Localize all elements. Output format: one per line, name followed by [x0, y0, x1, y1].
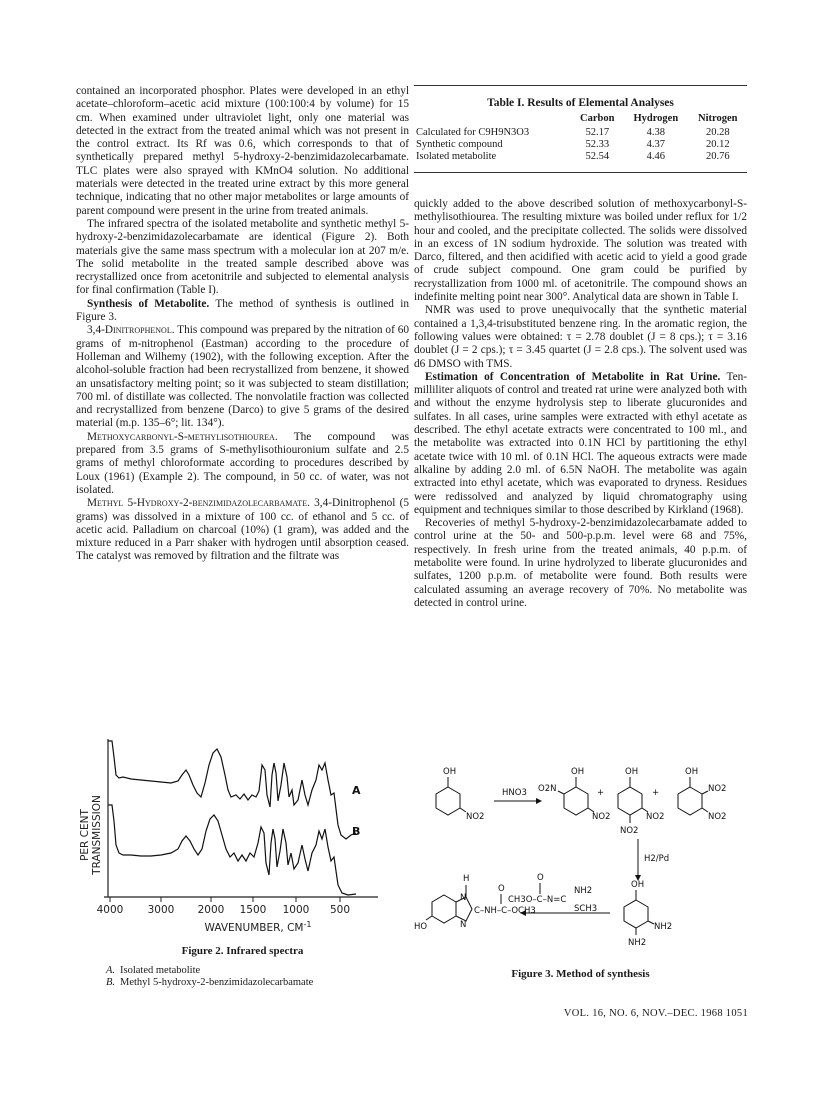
left-paragraph-5: [76, 431, 409, 497]
table-cell: 4.38: [646, 127, 665, 138]
nh2-label: NH2: [574, 886, 593, 896]
nh2-label: NH2: [654, 922, 673, 932]
oh-label: OH: [631, 880, 645, 890]
oh-label: OH: [685, 767, 699, 777]
nh-h-label: H: [463, 874, 470, 884]
figure-2-caption: Figure 2. Infrared spectra: [181, 945, 304, 957]
table-header-cell: Carbon: [580, 113, 615, 124]
table-cell: 20.28: [705, 127, 730, 138]
table-row: [414, 127, 747, 139]
no2-label: NO2: [592, 812, 611, 822]
table-header-row: [414, 113, 747, 127]
x-tick-label: 3000: [147, 904, 175, 916]
table-cell: 20.76: [705, 151, 730, 162]
nh2-label: NH2: [628, 938, 647, 948]
right-paragraph-3: [414, 371, 747, 517]
legend-item-b: [106, 977, 409, 989]
isothiourea-heading: Methoxycarbonyl-S-methylisothiourea.: [87, 430, 278, 443]
estimation-body: Ten-milliliter aliquots of control and treated rat urine were analyzed both with and without the enzyme hydrolysis step to liberate glucuronides and sulfates. In all cases, urine samples were extracted with ethyl acetate as described. The ethyl acetate extracts were concentrated to 100 ml., and the metabolite was extracted into 0.1N HCl by partitioning the ethyl acetate twice with 10 ml. of 0.1N HCl. The aqueous extracts were made alkaline by adding 2.0 ml. of 6.5N NaOH. The metabolite was again extracted into ethyl acetate, which was evaporated to dryness. Residues were redissolved and analyzed by liquid chromatography using equipment and techniques similar to those described by Kirkland (1968).: [414, 370, 747, 516]
table-cell: Calculated for C9H9N3O3: [416, 127, 530, 138]
left-paragraph-1: contained an incorporated phosphor. Plates were developed in an ethyl acetate–chloroform–acetic acid mixture (100:100:4 by volume) for 15 cm. When examined under ultraviolet light, only one material was detected in the extract from the treated animal which was not present in the control extract. Its Rf was 0.6, which corresponds to that of synthetically prepared methyl 5-hydroxy-2-benzimidazolecarbamate. TLC plates were also sprayed with KMnO4 solution. No additional materials were detected in the treated urine extract by this more general technique, indicating that no other major metabolites or large amounts of parent compound were present in the urine from treated animals.: [76, 85, 409, 217]
figure-2: [76, 735, 409, 989]
left-paragraph-3: [76, 298, 409, 325]
no2-label: NO2: [646, 812, 665, 822]
ho-label: HO: [414, 922, 428, 932]
table-cell: 4.46: [646, 151, 665, 162]
curve-a-label: A: [352, 784, 361, 797]
table-header-cell: Hydrogen: [633, 113, 679, 124]
n-label: N: [460, 893, 467, 903]
hno3-label: HNO3: [502, 788, 527, 798]
table-cell: Isolated metabolite: [416, 151, 497, 162]
table-cell: 52.17: [585, 127, 610, 138]
dinitrophenol-body: This compound was prepared by the nitration of 60 grams of m-nitrophenol (Eastman) according to the procedure of Holleman and Wilhemy (1902), with the following exception. After the alcohol-soluble fraction had been recrystallized from benzene, it showed an unsatisfactory melting point; so it was subjected to steam distillation; 700 ml. of distillate was collected. The nonvolatile fraction was collected and recrystallized from benzene (Darco) to give 5 grams of the desired material (m.p. 135–6°; lit. 134°).: [76, 324, 409, 430]
page-footer: VOL. 16, NO. 6, NOV.–DEC. 1968 1051: [563, 1008, 748, 1019]
oh-label: OH: [443, 767, 457, 777]
synthesis-scheme: [414, 735, 747, 960]
table-cell: 52.33: [585, 139, 610, 150]
legend-key: A.: [106, 965, 116, 976]
no2-label: NO2: [466, 812, 485, 822]
spectrum-curve-a: [108, 741, 356, 839]
table-header-cell: [414, 113, 571, 127]
nitration-arrowhead: [536, 798, 542, 804]
carbamate-heading: Methyl 5-Hydroxy-2-benzimidazolecarbamate.: [87, 497, 310, 510]
plus-sign: +: [597, 788, 605, 798]
plus-sign: +: [652, 788, 660, 798]
o2n-label: O2N: [538, 784, 557, 794]
table-cell: 4.37: [646, 139, 665, 150]
legend-text: Methyl 5-hydroxy-2-benzimidazolecarbamate: [120, 977, 314, 988]
table-row: [414, 151, 747, 163]
synthesis-body: The method of synthesis is outlined in Figure 3.: [76, 297, 409, 324]
carbamate-body: 3,4-Dinitrophenol (5 grams) was dissolved in a mixture of 100 cc. of ethanol and 5 cc. of acetic acid. Palladium on charcoal (10%) (1 gram), was added and the mixture reduced in a Parr shaker with hydrogen until absorption ceased. The catalyst was removed by filtration and the filtrate was: [76, 497, 409, 563]
table-top-rule: [414, 85, 747, 86]
table-cell: 52.54: [585, 151, 610, 162]
legend-key: B.: [106, 977, 116, 988]
right-column: [414, 198, 747, 610]
left-column: [76, 85, 409, 564]
x-axis-label: WAVENUMBER, CM: [204, 922, 304, 934]
right-paragraph-1: quickly added to the above described solution of methoxycarbonyl-S-methylisothiourea. The resulting mixture was boiled under reflux for 1/2 hour and cooled, and the precipitate collected. The solids were dissolved in an excess of 1N sodium hydroxide. The solution was treated with Darco, filtered, and then acidified with acetic acid to yield a good grade of crude subject compound. One gram could be purified by recrystallization from 1000 ml. of acetonitrile. The compound shows an indefinite melting point near 300°. Analytical data are shown in Table I.: [414, 198, 747, 304]
curve-b-label: B: [352, 825, 361, 838]
no2-label: NO2: [708, 812, 727, 822]
dinitrophenol-heading: 3,4-Dinitrophenol.: [87, 324, 175, 337]
x-tick-label: 1500: [239, 904, 267, 916]
dinitrophenol-isomer-2: [618, 767, 664, 836]
elemental-analysis-table: [414, 113, 747, 163]
no2-label: NO2: [620, 826, 639, 836]
right-paragraph-2: NMR was used to prove unequivocally that the synthetic material contained a 1,3,4-trisubstituted benzene ring. In the aromatic region, the following values were obtained: τ = 2.78 doublet (J = 8 cps.); τ = 3.16 doublet (J = 2 cps.); τ = 3.45 quartet (J = 2.8 cps.). The solvent used was d6 DMSO with TMS.: [414, 304, 747, 370]
x-tick-label: 1000: [282, 904, 310, 916]
x-axis-title: [205, 920, 312, 934]
figure-3-caption: Figure 3. Method of synthesis: [511, 968, 650, 980]
left-paragraph-4: [76, 324, 409, 430]
x-axis-ticks: [97, 897, 350, 916]
synthesis-heading: Synthesis of Metabolite.: [87, 297, 210, 310]
left-paragraph-2: The infrared spectra of the isolated metabolite and synthetic methyl 5-hydroxy-2-benzimidazolecarbamate are identical (Figure 2). Both materials give the same mass spectrum with a molecular ion at 207 m/e. The solid metabolite in the treated sample described above was recrystallized once from acetonitrile and subjected to elemental analysis for final confirmation (Table I).: [76, 217, 409, 297]
table-header-cell: Nitrogen: [698, 113, 738, 124]
table-bottom-rule: [414, 172, 747, 173]
oh-label: OH: [625, 767, 639, 777]
spectrum-curve-b: [108, 805, 356, 895]
x-tick-label: 2000: [197, 904, 225, 916]
figure-3: [414, 735, 747, 980]
diaminophenol-structure: [624, 880, 672, 948]
isothiourea-body: The compound was prepared from 3.5 grams of S-methylisothiouronium sulfate and 2.5 grams of methyl chloroformate according to procedures described by Loux (1961) (Example 2). The compound, in 50 cc. of water, was not isolated.: [76, 430, 409, 496]
y-axis-label-2: TRANSMISSION: [91, 795, 103, 875]
h2pd-label: H2/Pd: [644, 854, 670, 864]
table-cell: 20.12: [705, 139, 730, 150]
left-paragraph-6: [76, 497, 409, 563]
m-nitrophenol-structure: [436, 767, 484, 822]
table-1: [414, 85, 747, 173]
carbonyl-o-label: O: [537, 873, 544, 883]
right-paragraph-4: Recoveries of methyl 5-hydroxy-2-benzimidazolecarbamate added to control urine at the 50- and 500-p.p.m. level were 68 and 75%, respectively. In fresh urine from the treated animals, 40 p.p.m. of metabolite were found. In urine hydrolyzed to liberate glucuronides and sulfates, 1200 p.p.m. of metabolite were found. Both results were calculated assuming an average recovery of 70%. No metabolite was detected in control urine.: [414, 517, 747, 609]
legend-item-a: [106, 965, 409, 977]
table-title: Table I. Results of Elemental Analyses: [487, 97, 674, 109]
x-tick-label: 500: [329, 904, 351, 916]
legend-text: Isolated metabolite: [120, 965, 201, 976]
x-tick-label: 4000: [96, 904, 124, 916]
figure-2-legend: [106, 965, 409, 989]
table-row: [414, 139, 747, 151]
estimation-heading: Estimation of Concentration of Metabolite in Rat Urine.: [425, 370, 721, 383]
y-axis-label-1: PER CENT: [79, 809, 91, 861]
no2-label: NO2: [708, 784, 727, 794]
n-label: N: [460, 920, 467, 930]
ir-spectra-plot: [76, 735, 409, 935]
carbamate-o-label: O: [498, 884, 505, 894]
table-cell: Synthetic compound: [416, 139, 503, 150]
sch3-label: SCH3: [574, 904, 598, 914]
x-axis-label-superscript: -1: [303, 920, 312, 929]
carbamate-chain: C–NH–C–OCH3: [474, 906, 536, 916]
oh-label: OH: [571, 767, 585, 777]
reagent-chain: CH3O–C–N=C: [508, 895, 567, 905]
dinitrophenol-isomer-3: [678, 767, 726, 822]
